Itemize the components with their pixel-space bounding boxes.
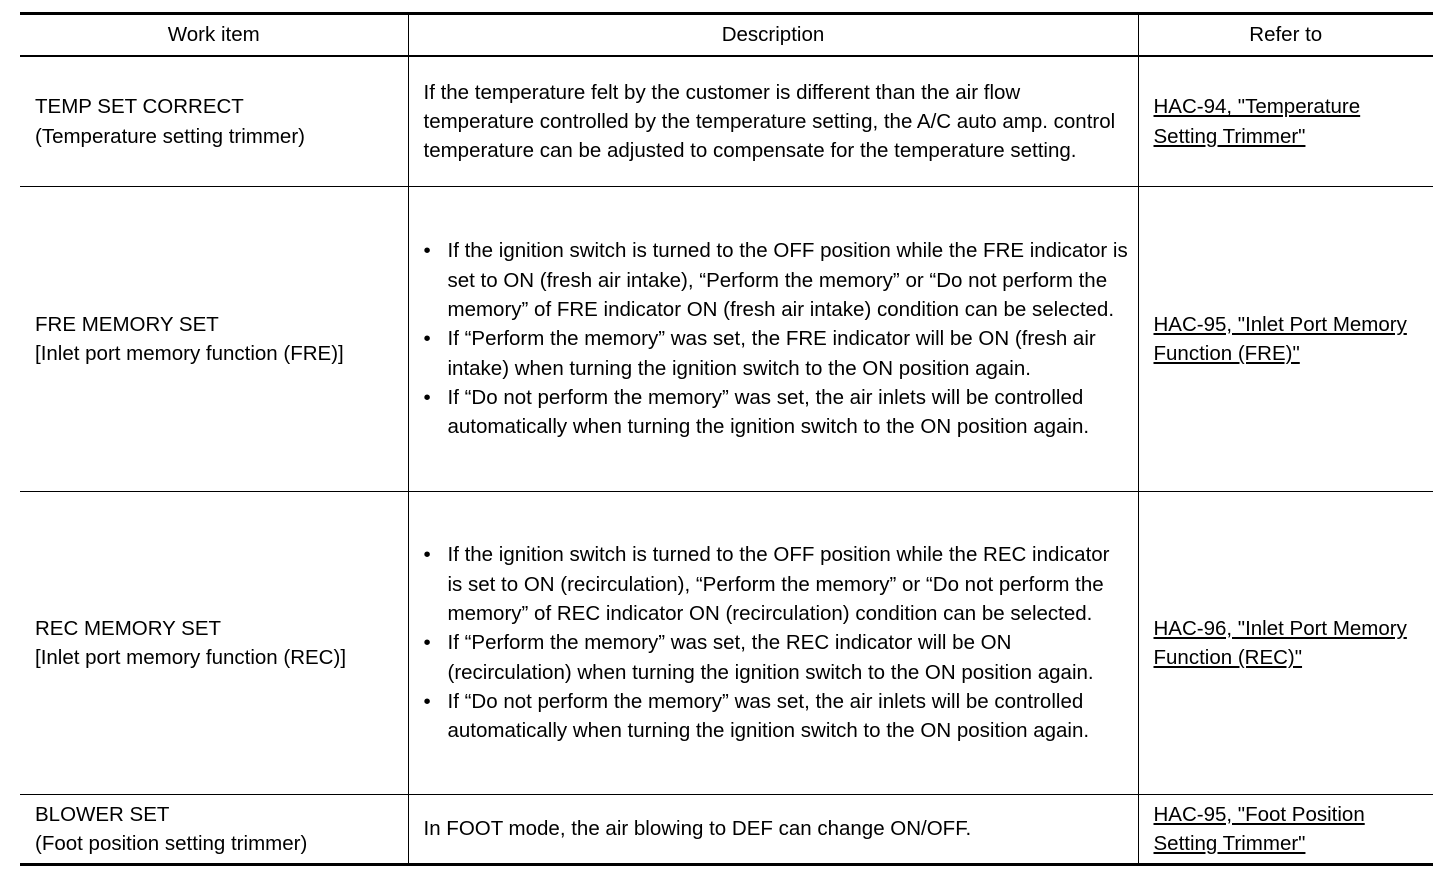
refer-to-cell [1138,56,1433,187]
bullet-icon: • [423,385,431,409]
refer-to-cell [1138,187,1433,492]
header-description: Description [408,14,1138,57]
refer-link[interactable]: HAC-96, "Inlet Port Memory Function (REC)" [1153,616,1407,669]
refer-link[interactable]: HAC-94, "Temperature Setting Trimmer" [1153,95,1361,148]
work-item-name: BLOWER SET [35,802,170,826]
work-item-subtitle: [Inlet port memory function (FRE)] [35,342,344,365]
bullet-item [424,236,1130,324]
work-item-cell [20,56,408,187]
bullet-icon: • [423,631,431,655]
work-item-table-document [20,12,1433,866]
header-refer-to: Refer to [1138,14,1433,57]
work-item-subtitle: [Inlet port memory function (REC)] [35,646,347,669]
work-item-name: REC MEMORY SET [35,616,222,640]
description-text: If the temperature felt by the customer is different than the air flow temperature controlled by the temperature setting, the A/C auto amp. control temperature can be adjusted to compensate for the temperature setting. [423,80,1116,163]
refer-to-cell [1138,795,1433,865]
refer-link[interactable]: HAC-95, "Inlet Port Memory Function (FRE)" [1153,312,1407,365]
description-text: In FOOT mode, the air blowing to DEF can change ON/OFF. [423,817,972,841]
bullet-text: If “Perform the memory” was set, the REC indicator will be ON (recirculation) when turning the ignition switch to the ON position again. [447,631,1094,684]
table-row [20,795,1433,865]
description-bullet-list [424,236,1130,441]
bullet-text: If “Do not perform the memory” was set, the air inlets will be controlled automatically when turning the ignition switch to the ON position again. [447,689,1090,743]
work-item-name: TEMP SET CORRECT [35,95,244,119]
bullet-item [424,540,1130,628]
description-cell [408,795,1138,865]
bullet-item [424,687,1130,746]
work-item-table [20,12,1433,866]
bullet-icon: • [423,689,431,713]
description-bullet-list [424,540,1130,745]
work-item-subtitle: (Temperature setting trimmer) [35,124,305,148]
description-cell [408,492,1138,795]
bullet-item [424,324,1130,383]
bullet-icon: • [423,543,431,567]
bullet-text: If the ignition switch is turned to the OFF position while the FRE indicator is set to ON (fresh air intake), “Perform the memory” or “Do not perform the memory” of FRE indicator ON (fresh air intake) condition can be selected. [447,239,1128,322]
bullet-icon: • [423,327,431,351]
table-row [20,492,1433,795]
refer-link[interactable]: HAC-95, "Foot Position Setting Trimmer" [1153,802,1365,855]
table-row [20,56,1433,187]
header-work-item: Work item [20,14,408,57]
work-item-cell [20,795,408,865]
work-item-cell [20,187,408,492]
work-item-cell [20,492,408,795]
table-row [20,187,1433,492]
work-item-subtitle: (Foot position setting trimmer) [35,832,308,855]
bullet-text: If “Do not perform the memory” was set, the air inlets will be controlled automatically when turning the ignition switch to the ON position again. [447,385,1090,439]
bullet-text: If “Perform the memory” was set, the FRE indicator will be ON (fresh air intake) when turning the ignition switch to the ON position again. [447,327,1096,380]
table-header-row [20,14,1433,57]
bullet-item [424,383,1130,442]
description-cell [408,56,1138,187]
refer-to-cell [1138,492,1433,795]
description-cell [408,187,1138,492]
work-item-name: FRE MEMORY SET [35,312,219,336]
bullet-icon: • [423,239,431,263]
bullet-text: If the ignition switch is turned to the OFF position while the REC indicator is set to ON (recirculation), “Perform the memory” or “Do not perform the memory” of REC indicator ON (recirculation) condition can be selected. [447,543,1110,626]
bullet-item [424,628,1130,687]
